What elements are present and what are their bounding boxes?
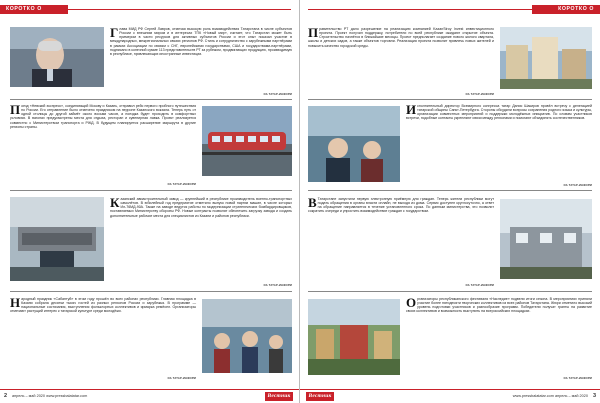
block-divider — [10, 99, 292, 100]
news-source: ИА ТАТАР-ИНФОРМ — [563, 377, 592, 380]
news-block — [308, 24, 592, 101]
news-block — [308, 294, 592, 385]
news-source: ИА ТАТАР-ИНФОРМ — [465, 93, 494, 96]
drop-cap: Н — [10, 294, 21, 310]
page-footer — [300, 389, 600, 403]
news-source: ИА ТАТАР-ИНФОРМ — [465, 284, 494, 287]
magazine-logo: Вестник — [306, 392, 334, 401]
news-text — [308, 24, 494, 48]
block-divider — [308, 99, 592, 100]
news-text — [10, 294, 196, 314]
news-block — [10, 24, 292, 101]
news-text — [406, 294, 592, 314]
block-divider — [308, 291, 592, 292]
page-number: 3 — [592, 393, 596, 399]
magazine-logo: Вестник — [265, 392, 293, 401]
news-photo — [500, 199, 592, 279]
block-divider — [10, 291, 292, 292]
section-header: КОРОТКО О ВАЖНОМ — [532, 5, 600, 14]
news-body: лава МИД РФ Сергей Лавров, отмечая высокую роль взаимодействия Татарстана в числе субъектов России с внешним миром и в интересах ТПК «Новый мир», считает, что Татарстан может быть примером в части ресурсов для активных субъектов России и этот опыт показал участие в международных, межрегиональных связях регионов РФ. Стиль и сотрудничество с зарубежными партнёрами в рамках Ассоциации по связям с СНГ, европейскими государствами, США и государствами-партнёрами, подписано в конечной сумме 113 представительств РТ за рубежом, продвигающих продукцию, производимую в республике, привлекающих иностранные инвестиции. — [110, 27, 292, 56]
news-source: ИА ТАТАР-ИНФОРМ — [263, 284, 292, 287]
footer-text: апрель – май 2020 www.pressbalatatar.com — [12, 394, 88, 398]
news-body: ародный праздник «Сабантуй» в этом году прошёл во всех районах республики. Главная площадка в Казани собрала десятки тысяч гостей из разных регионов России и зарубежья. В программе — национальные состязания, выступления фольклорных коллективов и ярмарка ремёсел. Организаторы отмечают растущий интерес к татарской культуре среди молодёжи. — [10, 297, 196, 314]
news-source: ИА ТАТАР-ИНФОРМ — [167, 183, 196, 186]
news-block — [308, 194, 592, 293]
section-header: КОРОТКО О ВАЖНОМ — [0, 5, 68, 14]
drop-cap: Г — [110, 24, 119, 40]
news-body: рганизаторы республиканского фестиваля «Наследие» подвели итоги сезона. В мероприятиях приняли участие более пятидесяти творческих коллективов из всех районов Татарстана. Жюри отметило высокий уровень подготовки участников и разнообразие программ. Победители получат гранты на развитие своих коллективов и возможность выступить на всероссийских площадках. — [406, 297, 592, 314]
news-body: равительство РТ дало разрешение на реализацию компанией KazanStroy Invest инвестиционного проекта. Проект получил поддержку, потребители по всей республике ожидают открытие объекта. Строительство начнётся в ближайшие месяцы. Проект предполагает создание нового жилого квартала, школы и детских садов, а также объектов торговли. Реализация проекта позволит привлечь новых жителей и повысить качество городской среды. — [308, 27, 494, 48]
news-photo — [308, 299, 400, 375]
footer-text: www.pressbalatatar.com апрель – май 2020 — [512, 394, 588, 398]
news-photo — [10, 197, 104, 281]
page-number: 2 — [4, 393, 8, 399]
header-rule — [308, 9, 532, 10]
drop-cap: В — [308, 194, 317, 210]
drop-cap: К — [110, 194, 120, 210]
news-text — [110, 194, 292, 218]
news-photo — [202, 106, 292, 176]
drop-cap: П — [10, 101, 21, 117]
header-rule — [68, 9, 291, 10]
news-body: азанский авиастроительный завод — крупнейший в республике производитель военно-транспортных самолётов. В юбилейный год предприятие отметило выпуск новой партии машин, в числе которых Ил-76МД-90А. Также на заводе ведутся работы по модернизации стратегических бомбардировщиков, поставляемых Министерству обороны РФ. Новые контракты позволят обеспечить загрузку завода и создать дополнительные рабочие места для специалистов из Казани и районов республики. — [110, 197, 292, 218]
news-body: сполнительный директор Всемирного конгресса татар Данис Шакиров провёл встречу с делегацией татарской общины Санкт-Петербурга. Стороны обсудили вопросы сохранения родного языка и культуры, организации совместных мероприятий и поддержки молодёжных инициатив. По словам участников встречи, подобные контакты укрепляют связи между регионами и помогают объединять соотечественников. — [406, 104, 592, 121]
news-text — [110, 24, 292, 56]
news-block — [10, 101, 292, 192]
drop-cap: П — [308, 24, 319, 40]
news-block — [10, 194, 292, 293]
block-divider — [308, 190, 592, 191]
news-block — [308, 101, 592, 192]
news-text — [406, 101, 592, 121]
news-body: оезд «Невский экспресс», соединяющий Москву и Казань, отправил рейс первого пробного путешествия по России. Его отправление было отмечено праздником на перроне Казанского вокзала. Теперь путь от одной столицы до другой займёт около восьми часов, а поездка будет проходить в комфортных условиях. В вагонах предусмотрены места для отдыха, ресторан и сувенирная лавка. Проект реализуется совместно с Министерством транспорта и РЖД. В будущем планируется расширение маршрута в другие регионы страны. — [10, 104, 196, 129]
news-photo — [308, 106, 400, 182]
news-block — [10, 294, 292, 385]
news-text — [10, 101, 196, 129]
news-source: ИА ТАТАР-ИНФОРМ — [563, 184, 592, 187]
news-photo — [202, 299, 292, 373]
page-footer — [0, 389, 299, 403]
drop-cap: И — [406, 101, 417, 117]
drop-cap: О — [406, 294, 417, 310]
news-photo — [10, 27, 104, 87]
news-source: ИА ТАТАР-ИНФОРМ — [167, 377, 196, 380]
news-body: Татарстане запустили первую электронную приёмную для граждан. Теперь жители республики могут подать обращения в органы власти онлайн, не выходя из дома. Сервис доступен круглосуточно, а ответ на обращение направляется в течение установленного срока. По данным министерства, это позволит сократить очереди и упростить взаимодействие граждан с государством. — [308, 197, 494, 214]
news-source: ИА ТАТАР-ИНФОРМ — [263, 93, 292, 96]
news-text — [308, 194, 494, 214]
right-page — [300, 0, 600, 403]
block-divider — [10, 190, 292, 191]
news-photo — [500, 27, 592, 89]
